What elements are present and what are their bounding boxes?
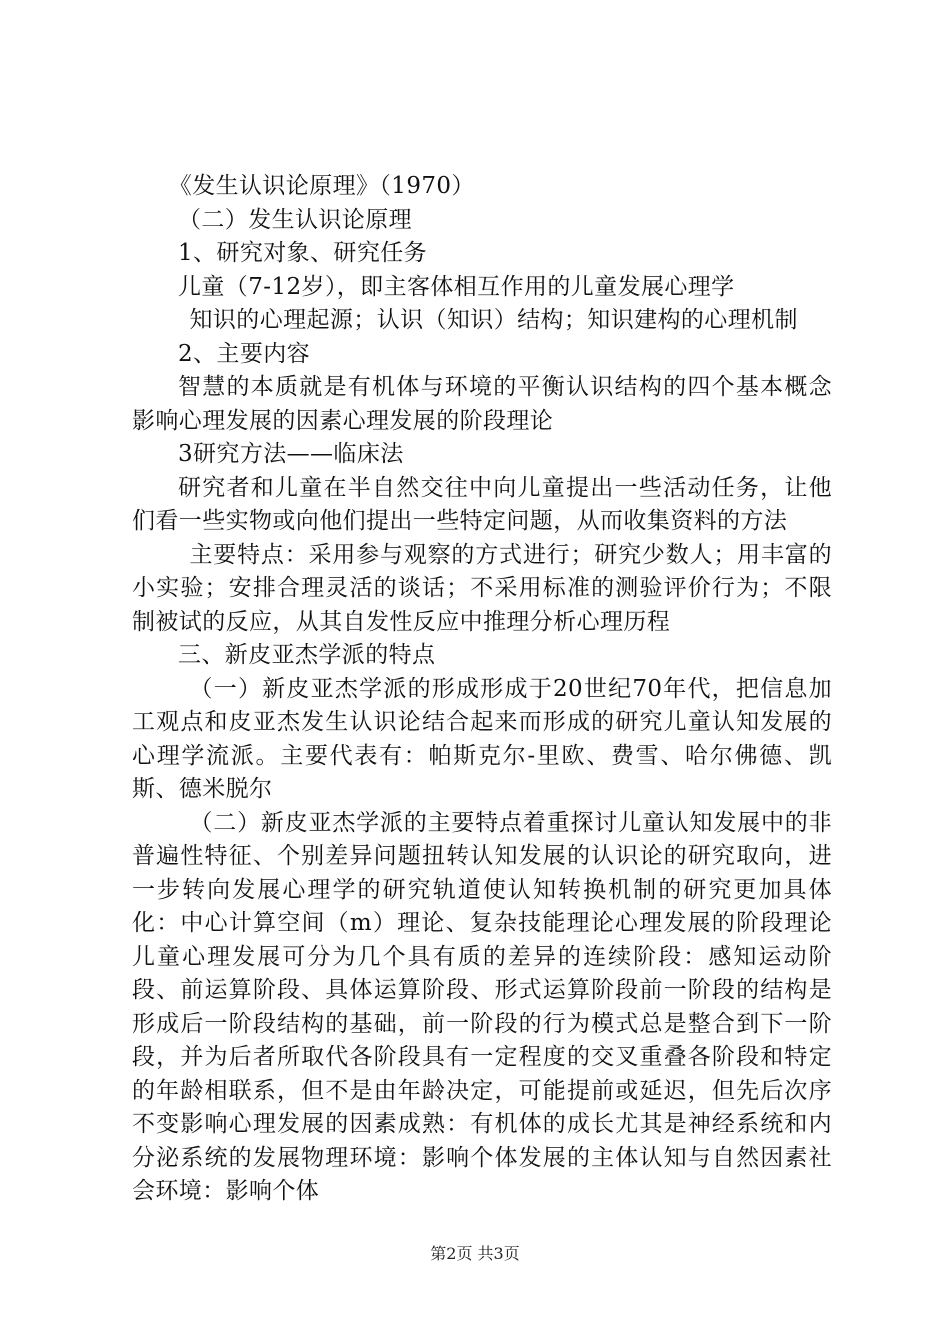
paragraph-section-heading-2: （二）发生认识论原理 <box>178 206 412 233</box>
page-number-footer: 第2页 共3页 <box>430 1244 520 1263</box>
document-body <box>132 170 832 1209</box>
paragraph-neo-piaget-features: （二）新皮亚杰学派的主要特点着重探讨儿童认知发展中的非普遍性特征、个别差异问题扭转认知发展的认识论的研究取向，进一步转向发展心理学的研究轨道使认知转换机制的研究更加具体化：中心计算空间（m）理论、复杂技能理论心理发展的阶段理论儿童心理发展可分为几个具有质的差异的连续阶段：感知运动阶段、前运算阶段、具体运算阶段、形式运算阶段前一阶段的结构是形成后一阶段结构的基础，前一阶段的行为模式总是整合到下一阶段，并为后者所取代各阶段具有一定程度的交叉重叠各阶段和特定的年龄相联系，但不是由年龄决定，可能提前或延迟，但先后次序不变影响心理发展的因素成熟：有机体的成长尤其是神经系统和内分泌系统的发展物理环境：影响个体发展的主体认知与自然因素社会环境：影响个体 <box>132 809 832 1204</box>
paragraph-neo-piaget-formation: （一）新皮亚杰学派的形成形成于20世纪70年代，把信息加工观点和皮亚杰发生认识论结合起来而形成的研究儿童认知发展的心理学流派。主要代表有：帕斯克尔-里欧、费雪、哈尔佛德、凯斯、德米脱尔 <box>132 675 832 802</box>
paragraph-research-method-heading: 3研究方法——临床法 <box>178 441 404 467</box>
paragraph-research-object-heading: 1、研究对象、研究任务 <box>178 240 428 266</box>
paragraph-main-content-heading: 2、主要内容 <box>178 340 311 367</box>
paragraph-book-title: 《发生认识论原理》（1970） <box>168 173 475 199</box>
paragraph-section-heading-3: 三、新皮亚杰学派的特点 <box>178 642 436 668</box>
paragraph-research-object: 儿童（7-12岁），即主客体相互作用的儿童发展心理学 <box>178 273 735 300</box>
paragraph-research-task: 知识的心理起源；认识（知识）结构；知识建构的心理机制 <box>189 307 798 333</box>
paragraph-research-method: 研究者和儿童在半自然交往中向儿童提出一些活动任务，让他们看一些实物或向他们提出一些特定问题，从而收集资料的方法 <box>132 474 832 534</box>
paragraph-main-content: 智慧的本质就是有机体与环境的平衡认识结构的四个基本概念影响心理发展的因素心理发展的阶段理论 <box>132 374 832 434</box>
paragraph-main-features: 主要特点：采用参与观察的方式进行；研究少数人；用丰富的小实验；安排合理灵活的谈话；不采用标准的测验评价行为；不限制被试的反应，从其自发性反应中推理分析心理历程 <box>132 541 832 635</box>
